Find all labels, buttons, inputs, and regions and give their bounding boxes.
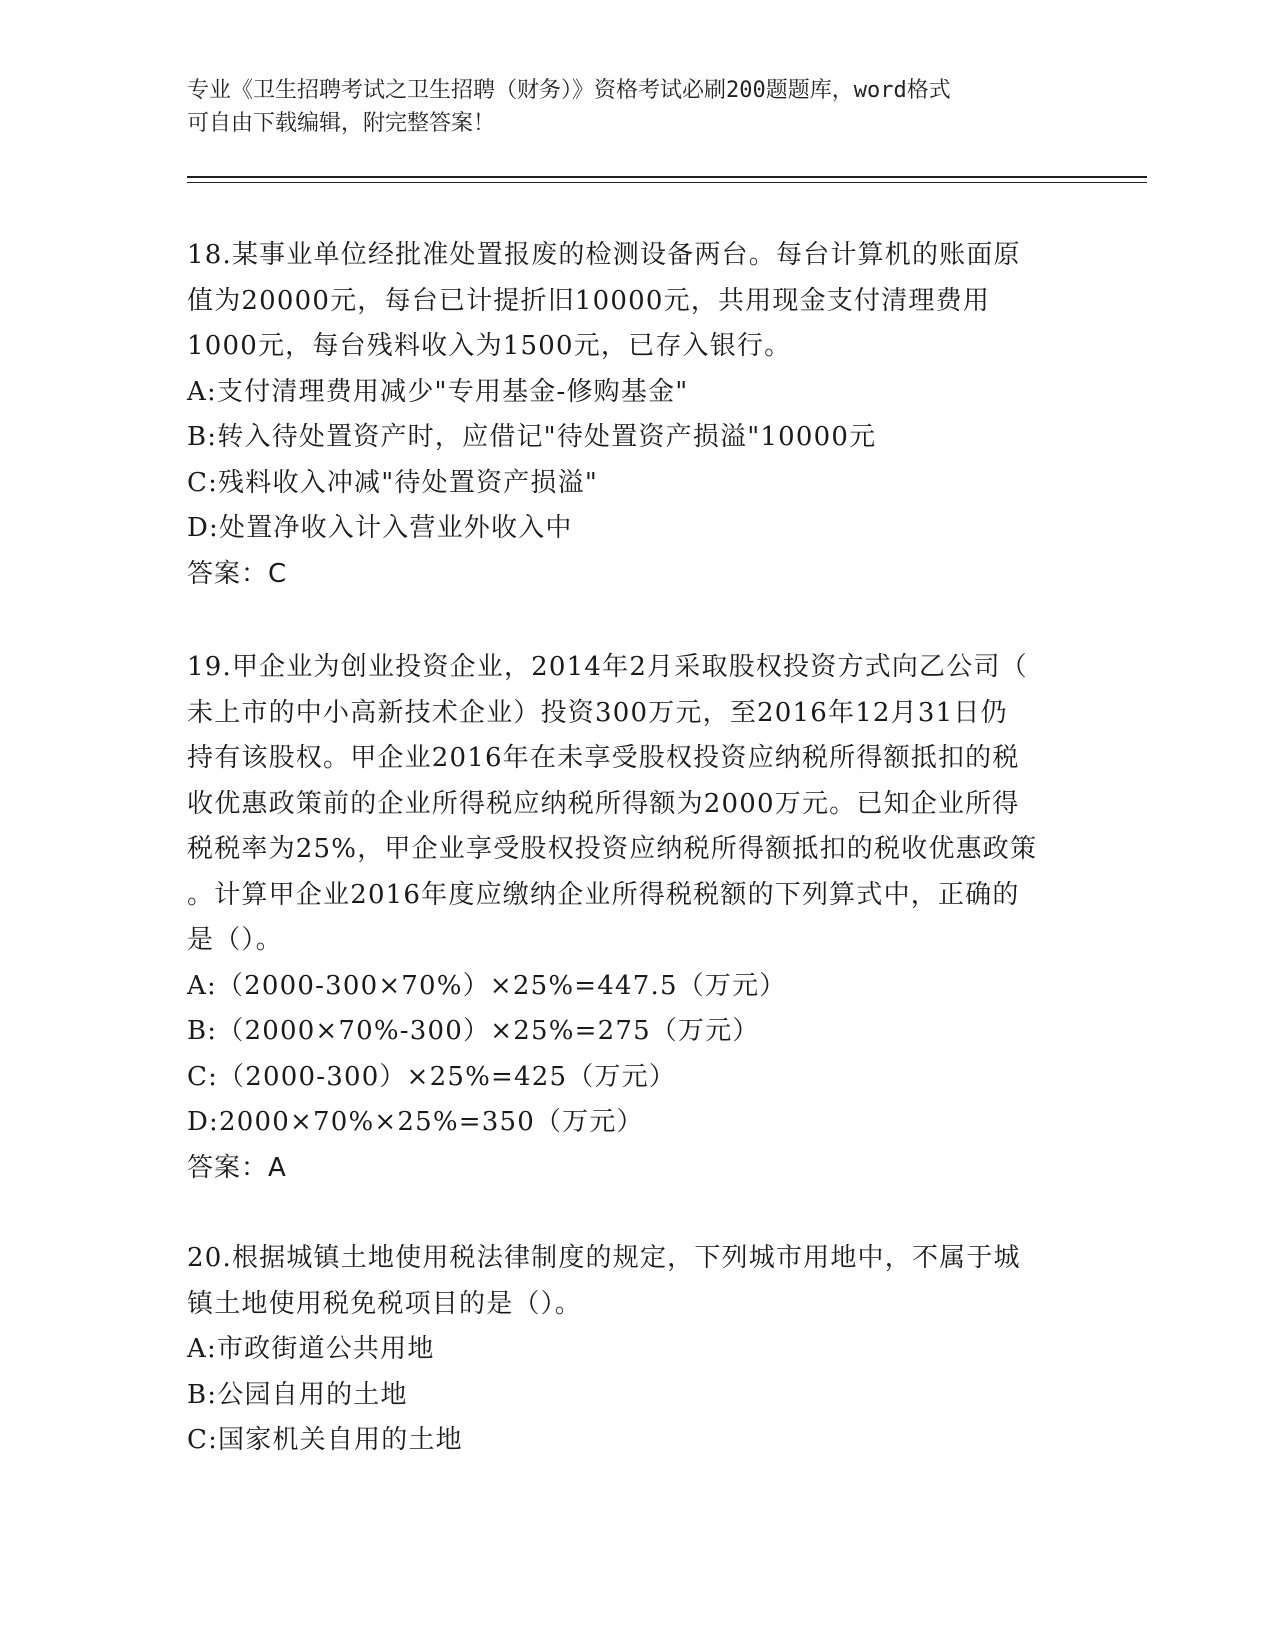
question-stem-line: 19.甲企业为创业投资企业，2014年2月采取股权投资方式向乙公司（ <box>187 652 1028 682</box>
question-20 <box>187 1236 1087 1464</box>
question-stem-line: 1000元，每台残料收入为1500元，已存入银行。 <box>187 331 792 361</box>
question-stem-line: 。计算甲企业2016年度应缴纳企业所得税税额的下列算式中，正确的 <box>187 879 1020 910</box>
question-stem-line: 税税率为25%，甲企业享受股权投资应纳税所得额抵扣的税收优惠政策 <box>187 834 1038 864</box>
question-stem-line: 收优惠政策前的企业所得税应纳税所得额为2000万元。已知企业所得 <box>187 788 1020 819</box>
answer-label: 答案：C <box>187 558 288 589</box>
question-stem-line: 持有该股权。甲企业2016年在未享受股权投资应纳税所得额抵扣的税 <box>187 743 1020 773</box>
option-b: B:公园自用的土地 <box>187 1379 408 1410</box>
option-b: B:转入待处置资产时，应借记"待处置资产损溢"10000元 <box>187 422 877 452</box>
option-c: C:国家机关自用的土地 <box>187 1425 463 1455</box>
option-c: C:残料收入冲减"待处置资产损溢" <box>187 467 598 498</box>
answer-label: 答案：A <box>187 1152 287 1183</box>
option-a: A:市政街道公共用地 <box>187 1334 435 1364</box>
option-d: D:处置净收入计入营业外收入中 <box>187 513 573 543</box>
question-stem-line: 是（）。 <box>187 925 283 955</box>
header-line-1: 专业《卫生招聘考试之卫生招聘（财务）》资格考试必刷200题题库，word格式 <box>187 78 951 103</box>
document-header <box>187 74 1087 140</box>
question-stem-line: 未上市的中小高新技术企业）投资300万元，至2016年12月31日仍 <box>187 697 1008 728</box>
question-18 <box>187 233 1087 597</box>
option-a: A:支付清理费用减少"专用基金-修购基金" <box>187 376 689 407</box>
option-d: D:2000×70%×25%=350（万元） <box>187 1107 644 1137</box>
question-19 <box>187 645 1087 1191</box>
option-a: A:（2000-300×70%）×25%=447.5（万元） <box>187 970 787 1001</box>
header-line-2: 可自由下载编辑，附完整答案！ <box>187 111 496 136</box>
question-stem-line: 镇土地使用税免税项目的是（）。 <box>187 1288 583 1319</box>
question-stem-line: 18.某事业单位经批准处置报废的检测设备两台。每台计算机的账面原 <box>187 240 1021 270</box>
question-stem-line: 值为20000元，每台已计提折旧10000元，共用现金支付清理费用 <box>187 285 991 316</box>
header-divider <box>187 176 1147 183</box>
option-c: C:（2000-300）×25%=425（万元） <box>187 1061 677 1092</box>
question-stem-line: 20.根据城镇土地使用税法律制度的规定，下列城市用地中，不属于城 <box>187 1243 1021 1273</box>
option-b: B:（2000×70%-300）×25%=275（万元） <box>187 1016 760 1046</box>
